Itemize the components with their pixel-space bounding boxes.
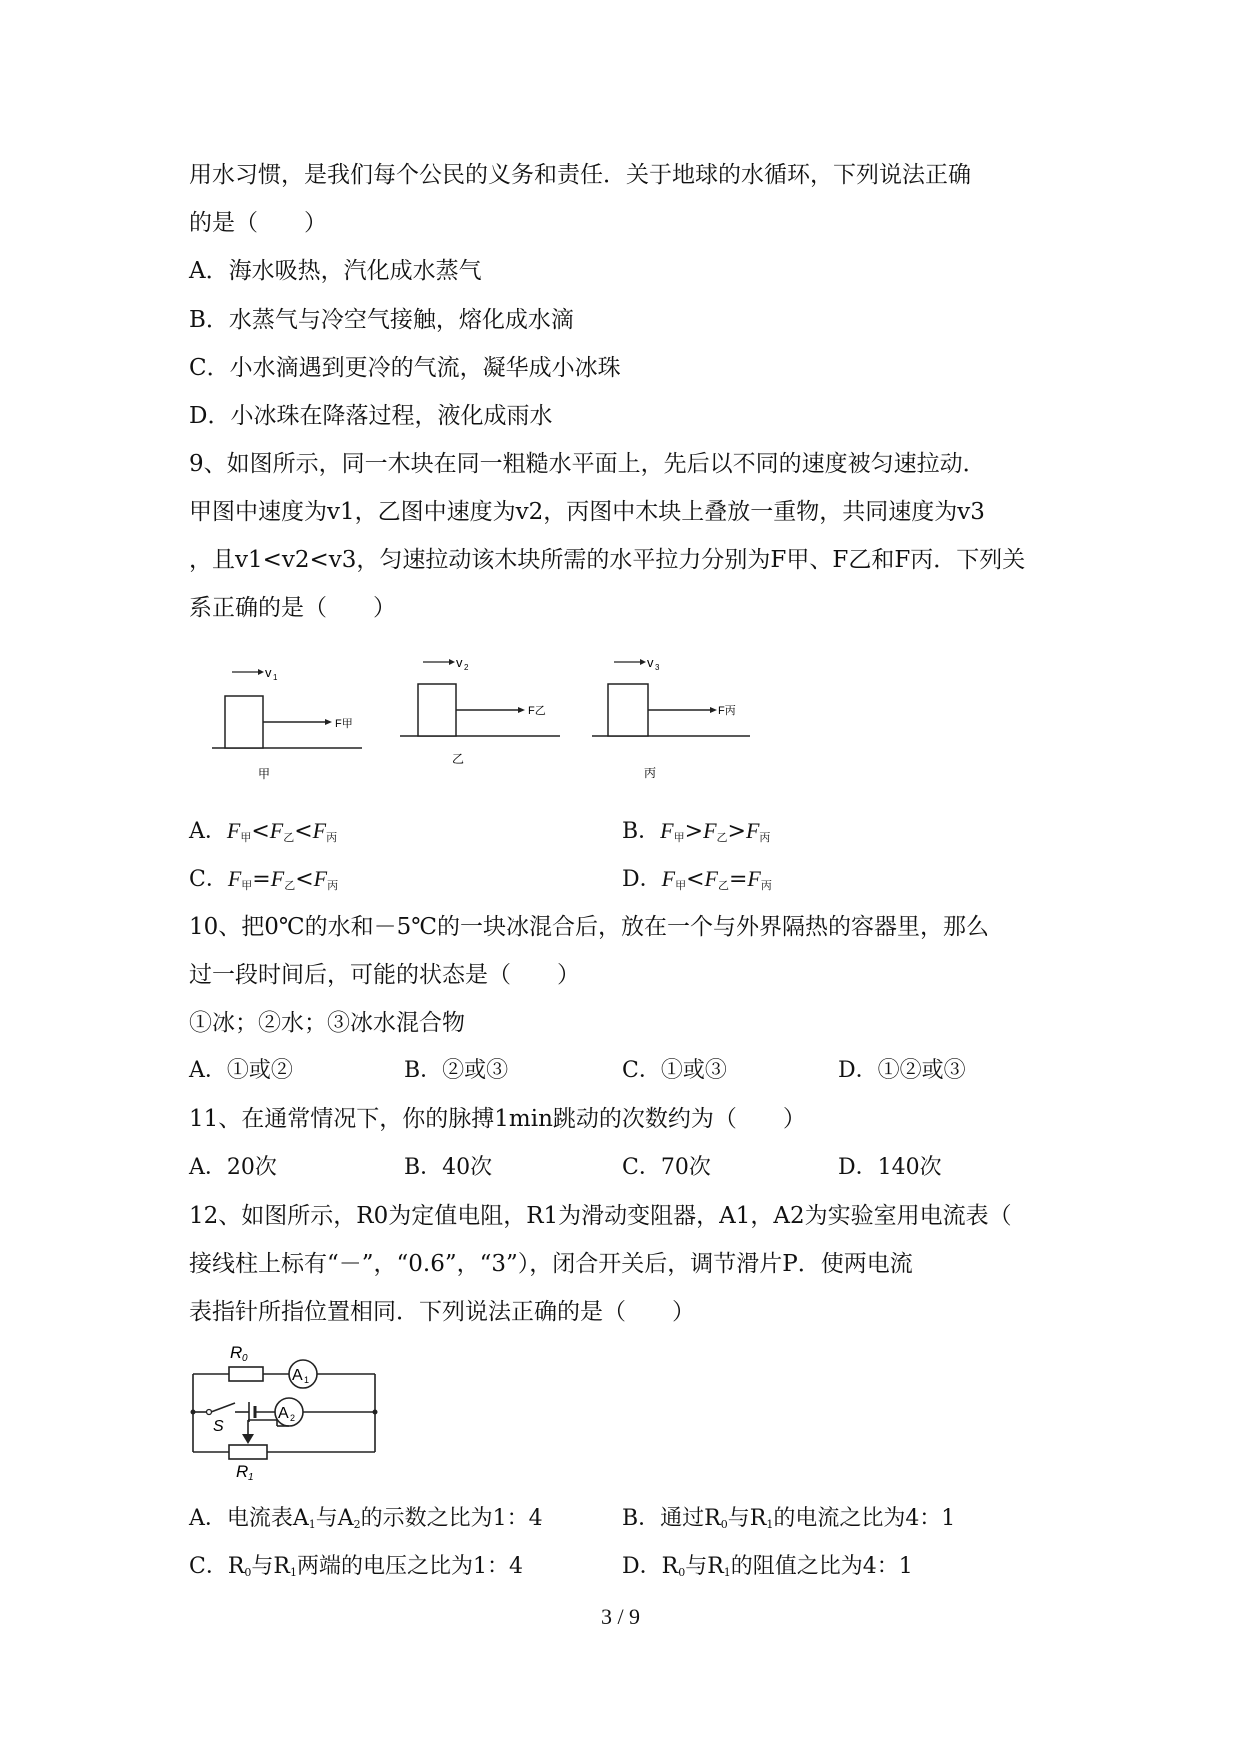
q12-option-a: A．电流表$A_1$与$A_2$的示数之比为1：4 [189,1506,543,1531]
q10-stem-line2: 过一段时间后，可能的状态是（ ） [189,962,580,988]
q12-option-b: B．通过$R_0$与$R_1$的电流之比为4：1 [622,1506,956,1531]
q8-option-b: B．水蒸气与冷空气接触，熔化成水滴 [189,307,574,333]
caption-jia: 甲 [258,767,271,781]
q12-stem-line2: 接线柱上标有“－”，“0.6”，“3”），闭合开关后，调节滑片P．使两电流 [189,1251,913,1277]
label-r1: R [236,1462,249,1480]
q8-stem-line1: 用水习惯，是我们每个公民的义务和责任．关于地球的水循环，下列说法正确 [189,162,971,188]
slider-p-arrow [242,1434,254,1444]
q9-stem-line3: ，且v1<v2<v3，匀速拉动该木块所需的水平拉力分别为F甲、F乙和F丙．下列关 [189,547,1026,573]
q11-stem-line1: 11、在通常情况下，你的脉搏1min跳动的次数约为（ ） [189,1106,806,1132]
q8-option-c: C．小水滴遇到更冷的气流，凝华成小冰珠 [189,355,621,381]
q12-option-c: C．$R_0$与$R_1$两端的电压之比为1：4 [189,1554,523,1579]
figure-panel-jia [212,665,362,781]
q8-option-a: A．海水吸热，汽化成水蒸气 [189,258,482,284]
figure-panel-bing [592,655,750,780]
label-s: S [213,1418,224,1435]
q10-stem-line3: ①冰；②水；③冰水混合物 [189,1010,465,1036]
svg-text:1: 1 [273,673,278,682]
q9-option-d: D．$F_甲<F_乙=F_丙$ [622,866,772,892]
q11-option-a: A．20次 [189,1155,277,1180]
q8-stem-line2: 的是（ ） [189,210,327,236]
svg-text:3: 3 [655,663,660,672]
caption-yi: 乙 [452,752,465,766]
figure-panel-yi [400,655,560,766]
svg-text:2: 2 [464,663,469,672]
q9-option-a: A．$F_甲<F_乙<F_丙$ [189,818,338,844]
q9-stem-line4: 系正确的是（ ） [189,595,396,621]
q12-stem-line1: 12、如图所示，R0为定值电阻，R1为滑动变阻器，A1，A2为实验室用电流表（ [189,1203,1012,1229]
caption-bing: 丙 [644,766,657,780]
q9-stem-line2: 甲图中速度为v1，乙图中速度为v2，丙图中木块上叠放一重物，共同速度为v3 [189,499,985,525]
q12-circuit-diagram [185,1340,395,1480]
force-label-f-yi: F乙 [528,705,546,717]
q9-option-c: C．$F_甲=F_乙<F_丙$ [189,866,339,892]
q9-option-b: B．$F_甲>F_乙>F_丙$ [622,818,771,844]
q10-option-b: B．②或③ [404,1058,509,1083]
q8-option-d: D．小冰珠在降落过程，液化成雨水 [189,403,553,429]
force-label-f-bing: F丙 [718,705,736,717]
q10-option-c: C．①或③ [622,1058,727,1083]
q10-stem-line1: 10、把0℃的水和－5℃的一块冰混合后，放在一个与外界隔热的容器里，那么 [189,914,989,940]
page-number: 3 / 9 [600,1604,641,1629]
velocity-label-v2: v [456,655,463,670]
q11-option-d: D．140次 [838,1155,942,1180]
label-a2: A [278,1405,289,1422]
q9-friction-figure [190,650,790,790]
label-a1: A [292,1367,303,1384]
q11-option-b: B．40次 [404,1155,493,1180]
q9-stem-line1: 9、如图所示，同一木块在同一粗糙水平面上，先后以不同的速度被匀速拉动． [189,451,986,477]
resistor-r0 [229,1367,263,1381]
svg-text:0: 0 [242,1353,248,1364]
q11-option-c: C．70次 [622,1155,711,1180]
switch-s [211,1403,235,1412]
q10-option-d: D．①②或③ [838,1058,966,1083]
svg-text:1: 1 [304,1375,310,1385]
velocity-label-v1: v [265,665,272,680]
force-label-f-jia: F甲 [335,718,353,730]
q12-stem-line3: 表指针所指位置相同．下列说法正确的是（ ） [189,1299,695,1325]
velocity-label-v3: v [647,655,654,670]
rheostat-r1 [229,1445,267,1459]
q10-option-a: A．①或② [189,1058,293,1083]
svg-text:1: 1 [248,1472,254,1480]
svg-text:2: 2 [290,1413,296,1423]
q12-option-d: D．$R_0$与$R_1$的阻值之比为4：1 [622,1554,913,1579]
label-r0: R [230,1343,243,1362]
